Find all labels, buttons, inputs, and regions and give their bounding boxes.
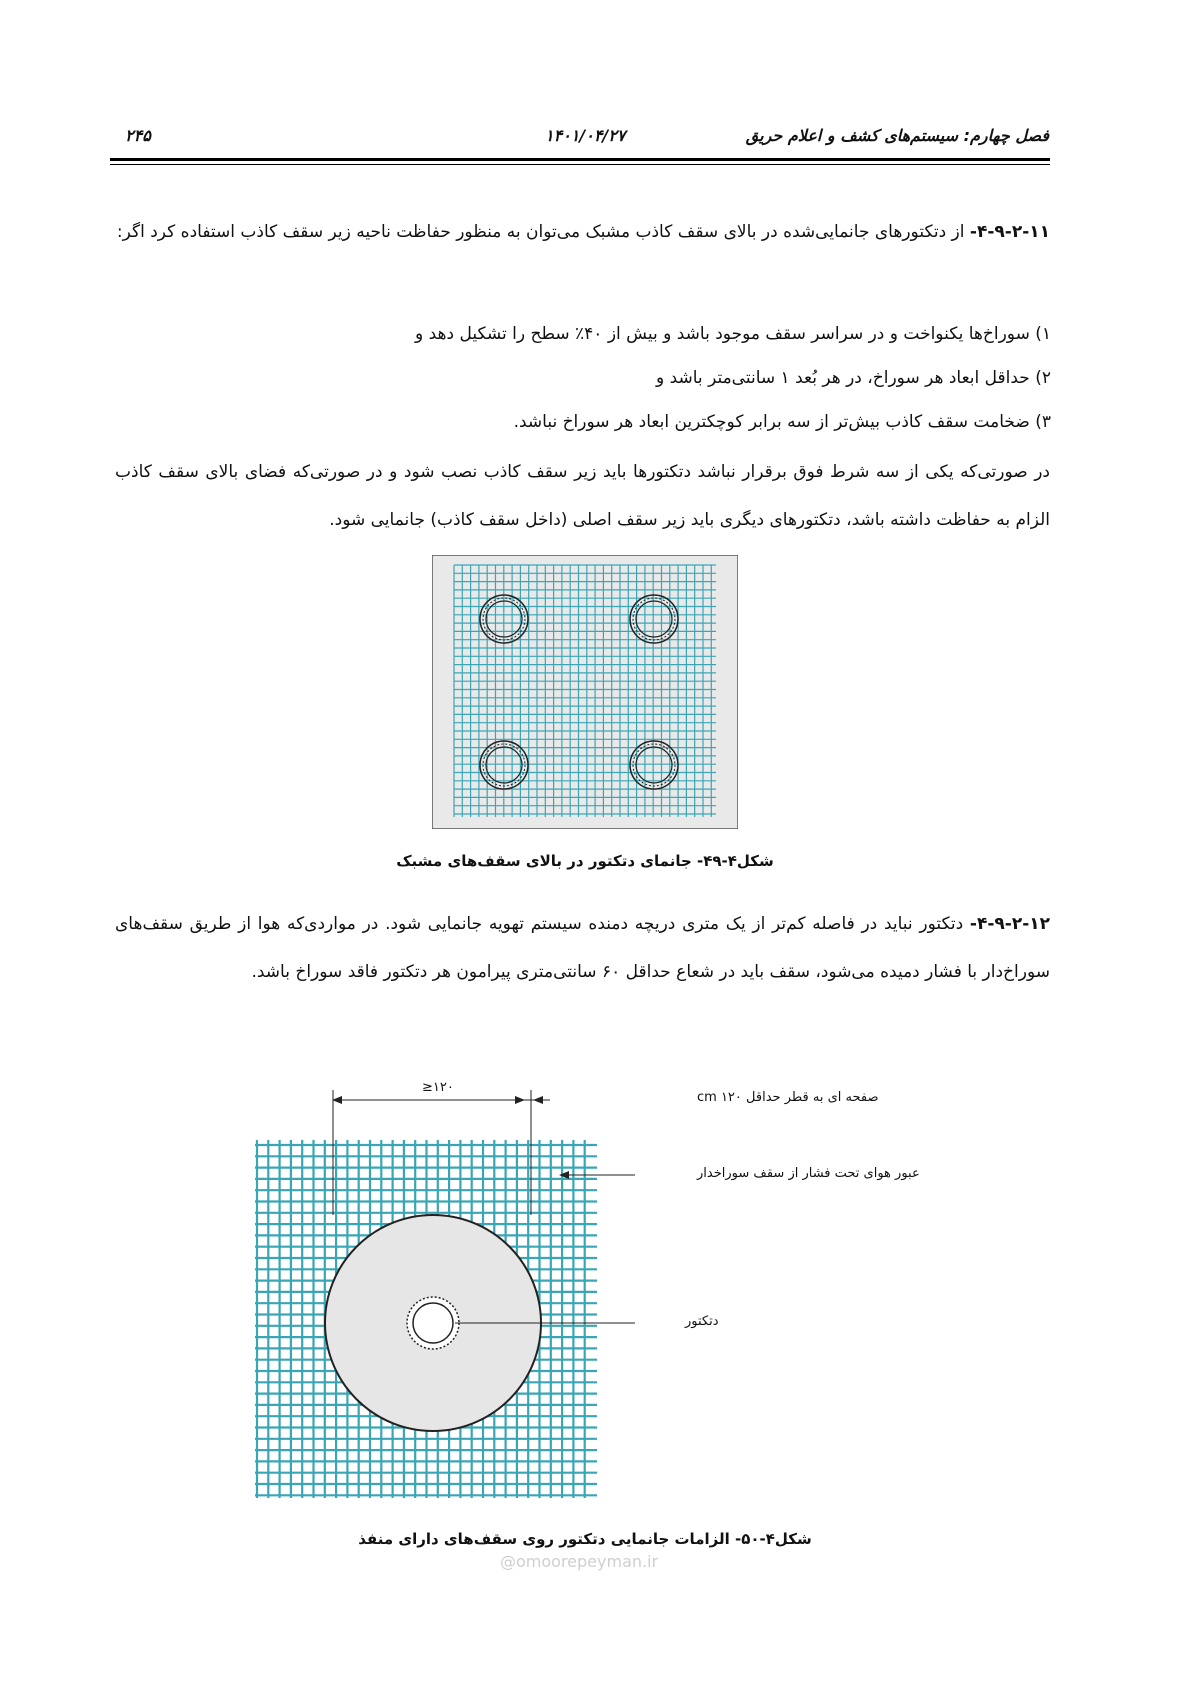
label-plate: صفحه ای به قطر حداقل ۱۲۰ cm bbox=[697, 1090, 879, 1105]
section-11-number: ۴-۹-۲-۱۱- bbox=[969, 222, 1050, 242]
header-rule-thin bbox=[110, 164, 1050, 165]
section-11-paragraph bbox=[115, 208, 1050, 256]
condition-3: ۳) ضخامت سقف کاذب بیش‌تر از سه برابر کوچکترین ابعاد هر سوراخ نباشد. bbox=[513, 412, 1051, 432]
page-number: ۲۴۵ bbox=[125, 126, 151, 145]
chapter-title: فصل چهارم: سیستم‌های کشف و اعلام حریق bbox=[745, 126, 1049, 145]
condition-1: ۱) سوراخ‌ها یکنواخت و در سراسر سقف موجود باشد و بیش از ۴۰٪ سطح را تشکیل دهد و bbox=[414, 324, 1051, 344]
figure-50-caption: شکل۴-۵۰- الزامات جانمایی دتکتور روی سقف‌های دارای منفذ bbox=[358, 1530, 812, 1548]
section-11-closing: در صورتی‌که یکی از سه شرط فوق برقرار نباشد دتکتورها باید زیر سقف کاذب نصب شود و در صورتی‌که فضای بالای سقف کاذب الزام به حفاظت داشته باشد، دتکتورهای دیگری باید زیر سقف اصلی (داخل سقف کاذب) جانمایی شود. bbox=[115, 462, 1050, 530]
figure-49-diagram bbox=[432, 555, 738, 829]
label-air: عبور هوای تحت فشار از سقف سوراخدار bbox=[697, 1166, 920, 1181]
detector-inner-ring bbox=[413, 1303, 453, 1343]
label-detector: دتکتور bbox=[685, 1314, 719, 1329]
dimension-arrow-right bbox=[515, 1096, 525, 1104]
dimension-arrow-right-outer bbox=[533, 1096, 543, 1104]
figure-49-caption: شکل۴-۴۹- جانمای دتکتور در بالای سقف‌های مشبک bbox=[396, 852, 774, 870]
header-date: ۱۴۰۱/۰۴/۲۷ bbox=[545, 126, 626, 145]
section-12-text: دتکتور نباید در فاصله کم‌تر از یک متری دریچه دمنده سیستم تهویه جانمایی شود. در مواردی‌که هوا از طریق سقف‌های سوراخ‌دار با فشار دمیده می‌شود، سقف باید در شعاع حداقل ۶۰ سانتی‌متری پیرامون هر دتکتور فاقد سوراخ باشد. bbox=[115, 914, 1050, 982]
condition-2: ۲) حداقل ابعاد هر سوراخ، در هر بُعد ۱ سانتی‌متر باشد و bbox=[655, 368, 1051, 388]
header-rule-thick bbox=[110, 158, 1050, 161]
dimension-label: ≥۱۲۰ bbox=[422, 1080, 454, 1095]
section-12-number: ۴-۹-۲-۱۲- bbox=[969, 914, 1050, 934]
figure-50-diagram bbox=[250, 1070, 930, 1510]
section-11-text: از دتکتورهای جانمایی‌شده در بالای سقف کاذب مشبک می‌توان به منظور حفاظت ناحیه زیر سقف کاذب استفاده کرد اگر: bbox=[116, 222, 970, 242]
watermark-text: @omoorepeyman.ir bbox=[500, 1552, 659, 1571]
section-12-paragraph bbox=[115, 900, 1050, 996]
